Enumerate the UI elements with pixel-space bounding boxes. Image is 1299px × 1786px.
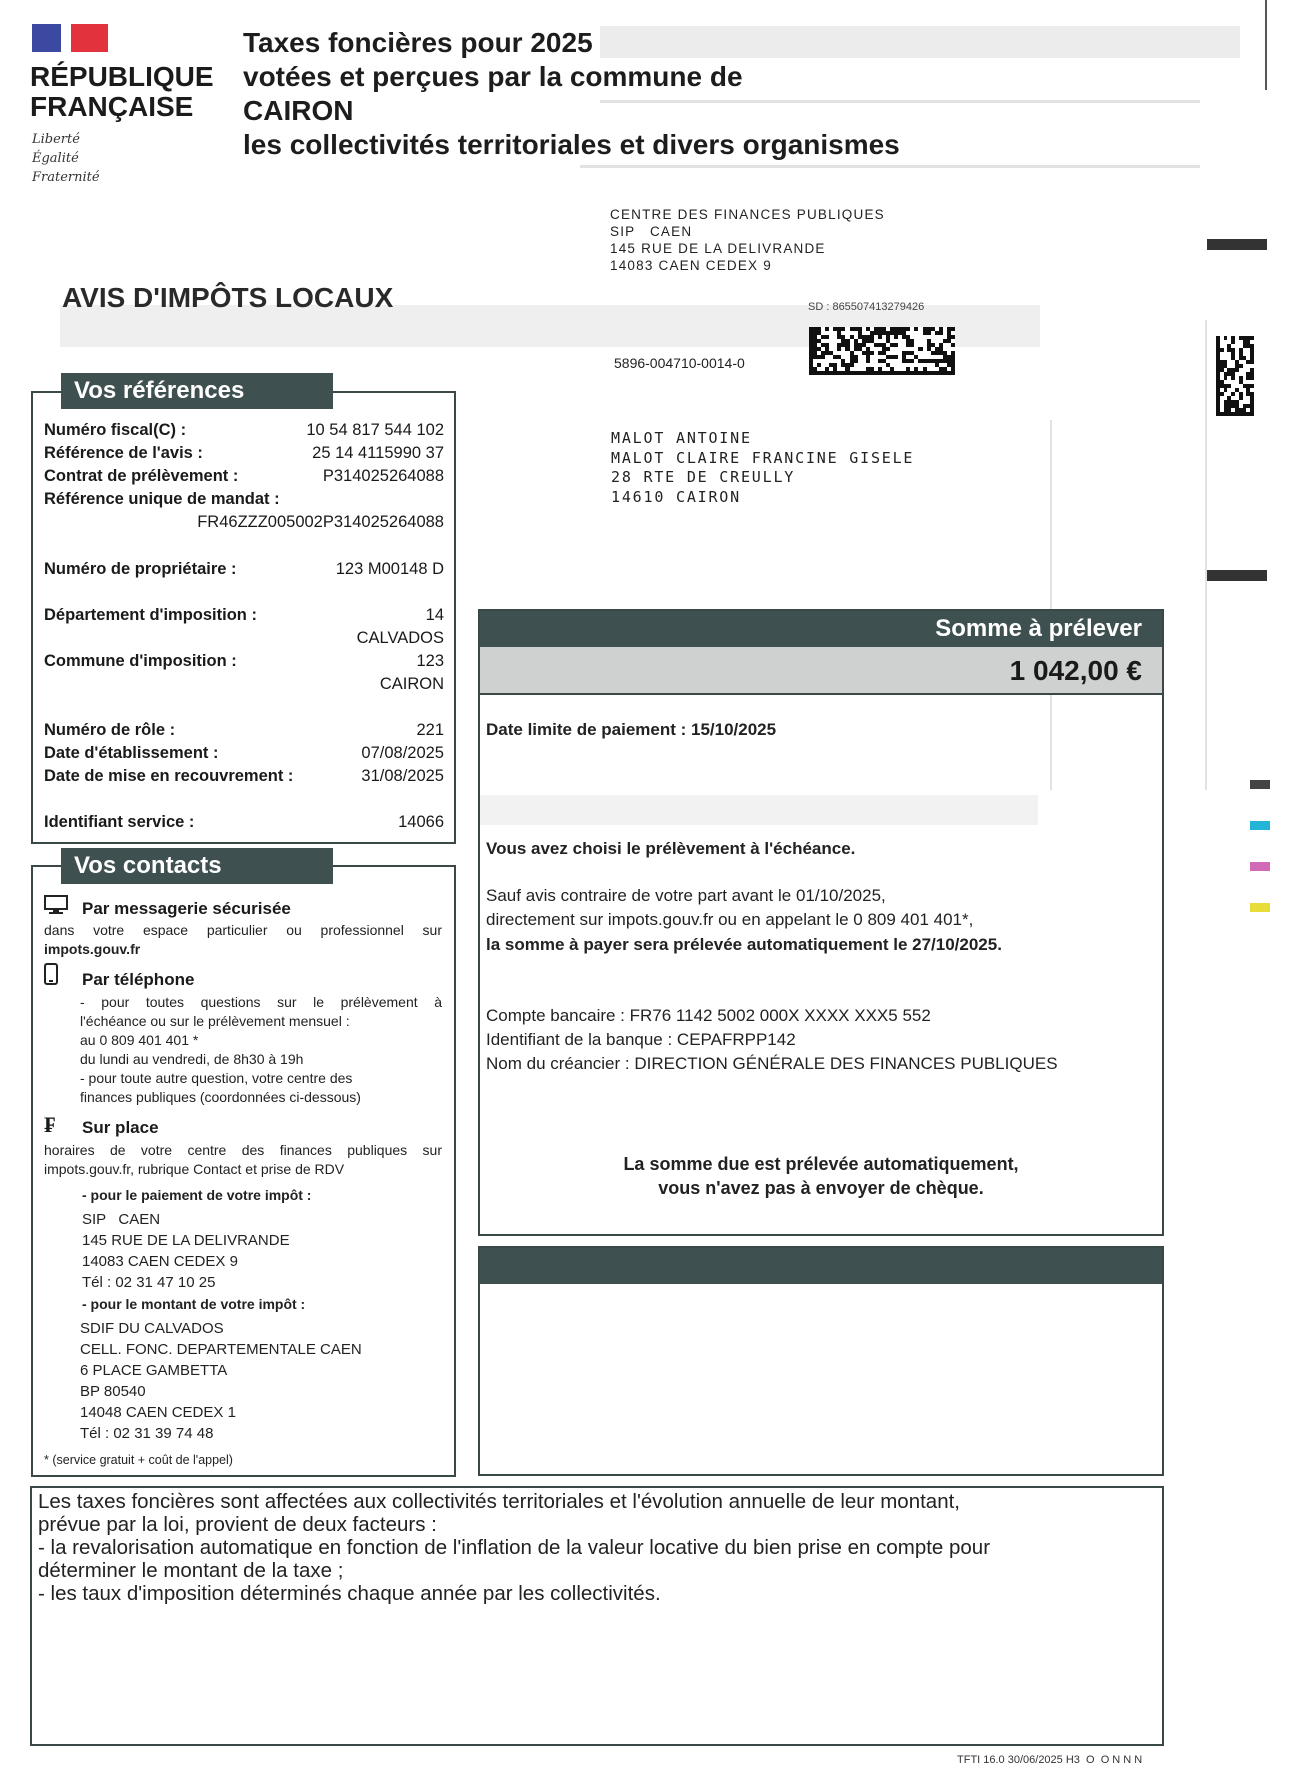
reference-code: 5896-004710-0014-0	[614, 355, 745, 371]
document-title: Taxes foncières pour 2025 votées et perçues par la commune de CAIRON les collectivités territoriales et divers organismes	[243, 27, 900, 160]
place-title: Sur place	[82, 1118, 159, 1137]
bleed-through-line	[1205, 320, 1207, 790]
print-mark-black	[1250, 780, 1270, 789]
empty-info-heading	[480, 1248, 1162, 1284]
computer-icon	[44, 895, 68, 915]
messagerie-title: Par messagerie sécurisée	[82, 899, 291, 918]
impots-link[interactable]: impots.gouv.fr	[44, 941, 141, 957]
references-heading: Vos références	[61, 373, 333, 409]
sauf-avis-3: la somme à payer sera prélevée automatiquement le 27/10/2025.	[486, 935, 1002, 954]
print-mark	[1207, 239, 1267, 250]
sauf-avis-2: directement sur impots.gouv.fr ou en appelant le 0 809 401 401*,	[486, 910, 974, 929]
republique-francaise: RÉPUBLIQUE FRANÇAISE	[30, 61, 214, 122]
centre-finances-address: CENTRE DES FINANCES PUBLIQUES SIP CAEN 145 RUE DE LA DELIVRANDE 14083 CAEN CEDEX 9	[610, 207, 885, 273]
telephone-text: - pour toutes questions sur le prélèvement à l'échéance ou sur le prélèvement mensuel : au 0 809 401 401 * du lundi au vendredi, de 8h30 à 19h - pour toute autre question, votre centre des finances publiques (coordonnées ci-dessous)	[80, 994, 442, 1105]
qr-code	[809, 327, 955, 375]
compte-bancaire: Compte bancaire : FR76 1142 5002 000X XXXX XXX5 552	[486, 1006, 931, 1025]
print-mark-yellow	[1250, 903, 1270, 912]
print-mark	[1207, 570, 1267, 581]
finances-publiques-icon: ₣	[44, 1112, 55, 1138]
montant-title: - pour le montant de votre impôt :	[82, 1296, 306, 1312]
avis-title: AVIS D'IMPÔTS LOCAUX	[62, 282, 394, 313]
date-limite: Date limite de paiement : 15/10/2025	[486, 720, 777, 739]
paiement-title: - pour le paiement de votre impôt :	[82, 1187, 312, 1203]
contacts-footnote: * (service gratuit + coût de l'appel)	[44, 1453, 233, 1467]
explanation-box	[30, 1486, 1164, 1746]
page-edge	[1265, 0, 1267, 90]
contacts-heading: Vos contacts	[61, 848, 333, 884]
recipient-address: MALOT ANTOINE MALOT CLAIRE FRANCINE GISELE 28 RTE DE CREULLY 14610 CAIRON	[611, 429, 915, 506]
paiement-address: SIP CAEN 145 RUE DE LA DELIVRANDE 14083 CAEN CEDEX 9 Tél : 02 31 47 10 25	[82, 1211, 290, 1291]
empty-info-box	[478, 1246, 1164, 1476]
print-mark-cyan	[1250, 821, 1270, 830]
identifiant-banque: Identifiant de la banque : CEPAFRPP142	[486, 1030, 796, 1049]
somme-heading: Somme à prélever	[480, 611, 1162, 647]
phone-icon	[44, 963, 58, 985]
flag-logo	[32, 24, 108, 52]
telephone-title: Par téléphone	[82, 970, 195, 989]
form-footer: TFTI 16.0 30/06/2025 H3 O O N N N	[957, 1754, 1143, 1766]
bleed-through-line	[580, 165, 1200, 168]
somme-amount: 1 042,00 €	[480, 647, 1162, 695]
messagerie-text: dans votre espace particulier ou professionnel sur impots.gouv.fr	[44, 922, 442, 957]
sd-number: SD : 865507413279426	[808, 301, 925, 313]
print-mark-magenta	[1250, 862, 1270, 871]
explanation-text: Les taxes foncières sont affectées aux collectivités territoriales et l'évolution annuelle de leur montant, prévue par la loi, provient de deux facteurs : - la revalorisation automatique en fonction de l'inflation de la valeur locative du bien prise en compte pour déterminer le montant de la taxe ; - les taux d'imposition déterminés chaque année par les collectivités.	[38, 1490, 991, 1605]
nom-creancier: Nom du créancier : DIRECTION GÉNÉRALE DES FINANCES PUBLIQUES	[486, 1054, 1058, 1073]
motto: Liberté Égalité Fraternité	[32, 132, 100, 185]
choix-prelevement: Vous avez choisi le prélèvement à l'échéance.	[486, 839, 856, 858]
qr-code	[1216, 336, 1254, 416]
montant-address: SDIF DU CALVADOS CELL. FONC. DEPARTEMENTALE CAEN 6 PLACE GAMBETTA BP 80540 14048 CAEN CEDEX 1 Tél : 02 31 39 74 48	[80, 1320, 362, 1442]
sauf-avis-1: Sauf avis contraire de votre part avant le 01/10/2025,	[486, 886, 886, 905]
place-text: horaires de votre centre des finances publiques sur impots.gouv.fr, rubrique Contact et prise de RDV	[44, 1142, 442, 1177]
somme-box	[478, 609, 1164, 1236]
somme-due-note: La somme due est prélevée automatiquement, vous n'avez pas à envoyer de chèque.	[623, 1154, 1019, 1198]
